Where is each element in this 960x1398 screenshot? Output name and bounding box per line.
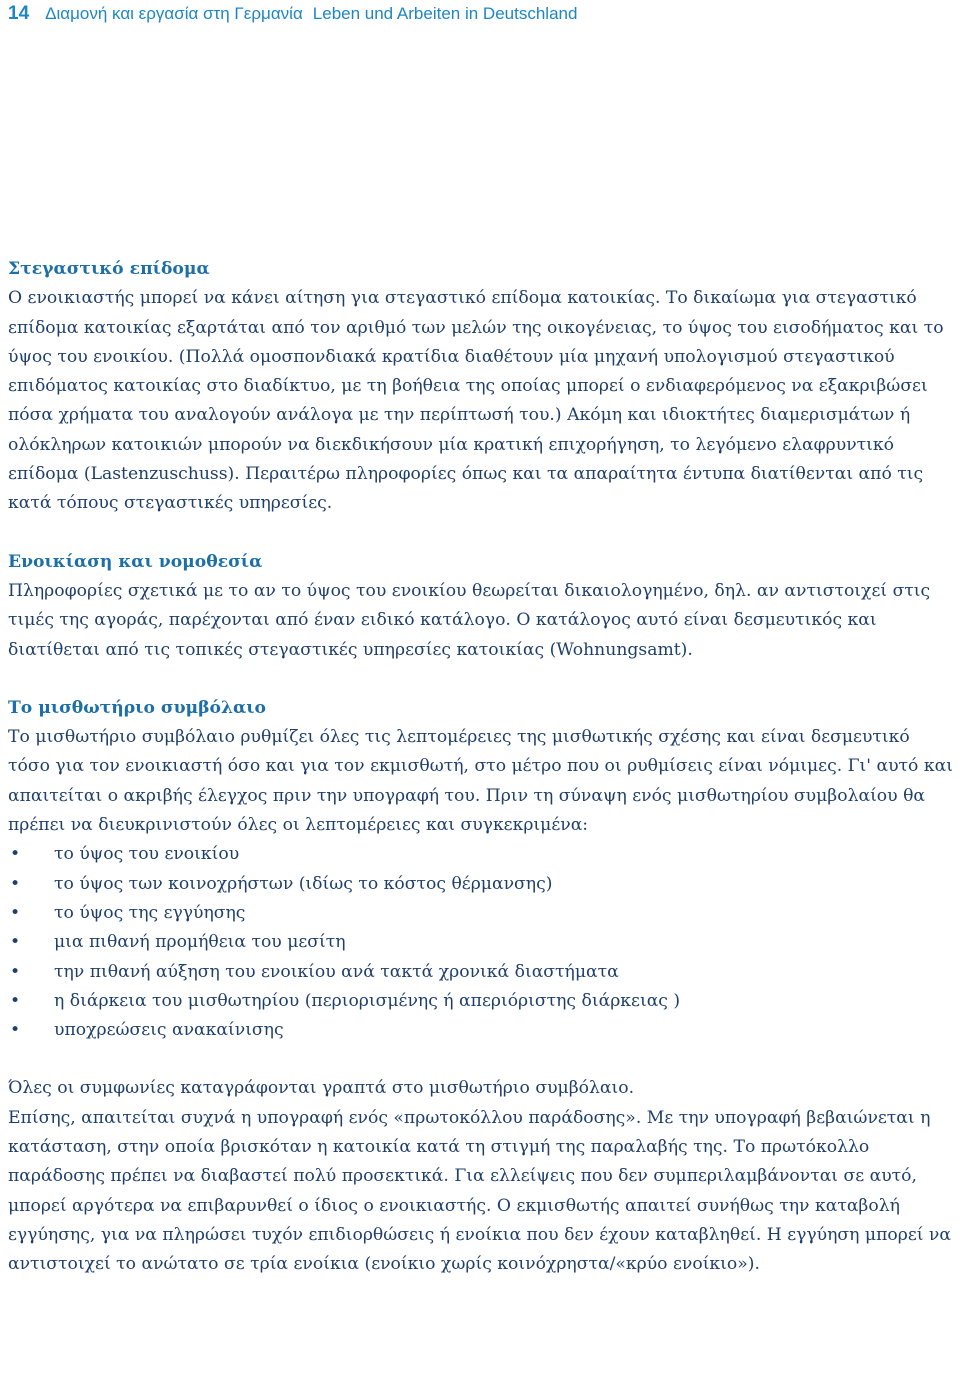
section-lease-contract bbox=[8, 694, 954, 1280]
section-heading: Στεγαστικό επίδομα bbox=[8, 259, 210, 279]
list-item-text: το ύψος της εγγύησης bbox=[54, 902, 246, 923]
bullet-icon: • bbox=[10, 844, 21, 865]
list-item-text: μια πιθανή προμήθεια του μεσίτη bbox=[54, 932, 346, 953]
section-heading: Το μισθωτήριο συμβόλαιο bbox=[8, 697, 267, 718]
list-item-text: η διάρκεια του μισθωτηρίου (περιορισμένης ή απεριόριστης διάρκειας ) bbox=[54, 990, 681, 1011]
handover-protocol-paragraph: Επίσης, απαιτείται συχνά η υπογραφή ενός «πρωτοκόλλου παράδοσης». Με την υπογραφή βεβαιώνεται η κατάσταση, στην οποία βρισκόταν η κατοικία κατά τη στιγμή της παραλαβής της. Το πρωτόκολλο παράδοσης πρέπει να διαβαστεί πολύ προσεκτικά. Για ελλείψεις που δεν συμπεριλαμβάνονται σε αυτό, μπορεί αργότερα να επιβαρυνθεί ο ίδιος ο ενοικιαστής. Ο εκμισθωτής απαιτεί συνήθως την καταβολή εγγύησης, για να πληρώσει τυχόν επιδιορθώσεις ή ενοίκια που δεν έχουν καταβληθεί. Η εγγύηση μπορεί να αντιστοιχεί το ανώτατο σε τρία ενοίκια (ενοίκιο χωρίς κοινόχρηστα/«κρύο ενοίκιο»). bbox=[8, 1107, 951, 1275]
running-title-german: Leben und Arbeiten in Deutschland bbox=[312, 4, 578, 23]
list-item bbox=[8, 899, 954, 928]
list-item bbox=[8, 840, 954, 869]
bullet-icon: • bbox=[10, 990, 21, 1011]
list-item bbox=[8, 870, 954, 899]
bullet-icon: • bbox=[10, 1020, 21, 1041]
section-paragraph: Πληροφορίες σχετικά με το αν το ύψος του ενοικίου θεωρείται δικαιολογημένο, δηλ. αν αντιστοιχεί στις τιμές της αγοράς, παρέχονται από έναν ειδικό κατάλογο. Ο κατάλογος αυτό είναι δεσμευτικός και διατίθεται από τις τοπικές στεγαστικές υπηρεσίες κατοικίας (Wohnungsamt). bbox=[8, 580, 931, 660]
section-rent-law bbox=[8, 548, 954, 665]
bullet-icon: • bbox=[10, 902, 21, 923]
list-item bbox=[8, 987, 954, 1016]
running-title-greek: Διαμονή και εργασία στη Γερμανία bbox=[45, 4, 303, 23]
list-item-text: το ύψος των κοινοχρήστων (ιδίως το κόστος θέρμανσης) bbox=[54, 873, 553, 894]
page-number: 14 bbox=[8, 3, 30, 24]
list-item bbox=[8, 928, 954, 957]
bullet-icon: • bbox=[10, 961, 21, 982]
page-content bbox=[8, 255, 954, 1309]
list-item-text: υποχρεώσεις ανακαίνισης bbox=[54, 1020, 284, 1041]
list-item bbox=[8, 958, 954, 987]
bullet-icon: • bbox=[10, 932, 21, 953]
lease-details-list bbox=[8, 840, 954, 1045]
section-housing-allowance bbox=[8, 255, 954, 519]
list-item-text: το ύψος του ενοικίου bbox=[54, 844, 240, 865]
agreements-note: Όλες οι συμφωνίες καταγράφονται γραπτά στο μισθωτήριο συμβόλαιο. bbox=[8, 1078, 635, 1099]
bullet-icon: • bbox=[10, 873, 21, 894]
list-item-text: την πιθανή αύξηση του ενοικίου ανά τακτά χρονικά διαστήματα bbox=[54, 961, 619, 982]
section-paragraph: Ο ενοικιαστής μπορεί να κάνει αίτηση για στεγαστικό επίδομα κατοικίας. Το δικαίωμα για στεγαστικό επίδομα κατοικίας εξαρτάται από τον αριθμό των μελών της οικογένειας, το ύψος του εισοδήματος και το ύψος του ενοικίου. (Πολλά ομοσπονδιακά κρατίδια διαθέτουν μία μηχανή υπολογισμού στεγαστικού επιδόματος κατοικίας στο διαδίκτυο, με τη βοήθεια της οποίας μπορεί ο ενδιαφερόμενος να εξακριβώσει πόσα χρήματα του αναλογούν ανάλογα με την περίπτωσή του.) Ακόμη και ιδιοκτήτες διαμερισμάτων ή ολόκληρων κατοικιών μπορούν να διεκδικήσουν μία κρατική επιχορήγηση, το λεγόμενο ελαφρυντικό επίδομα (Lastenzuschuss). Περαιτέρω πληροφορίες όπως και τα απαραίτητα έντυπα διατίθενται από τις κατά τόπους στεγαστικές υπηρεσίες. bbox=[8, 288, 944, 514]
section-heading: Ενοικίαση και νομοθεσία bbox=[8, 551, 263, 572]
list-item bbox=[8, 1016, 954, 1045]
page-header bbox=[8, 3, 577, 29]
section-paragraph: Το μισθωτήριο συμβόλαιο ρυθμίζει όλες τις λεπτομέρειες της μισθωτικής σχέσης και είναι δεσμευτικό τόσο για τον ενοικιαστή όσο και για τον εκμισθωτή, στο μέτρο που οι ρυθμίσεις είναι νόμιμες. Γι' αυτό και απαιτείται ο ακριβής έλεγχος πριν την υπογραφή του. Πριν τη σύναψη ενός μισθωτηρίου συμβολαίου θα πρέπει να διευκρινιστούν όλες οι λεπτομέρειες και συγκεκριμένα: bbox=[8, 727, 953, 836]
